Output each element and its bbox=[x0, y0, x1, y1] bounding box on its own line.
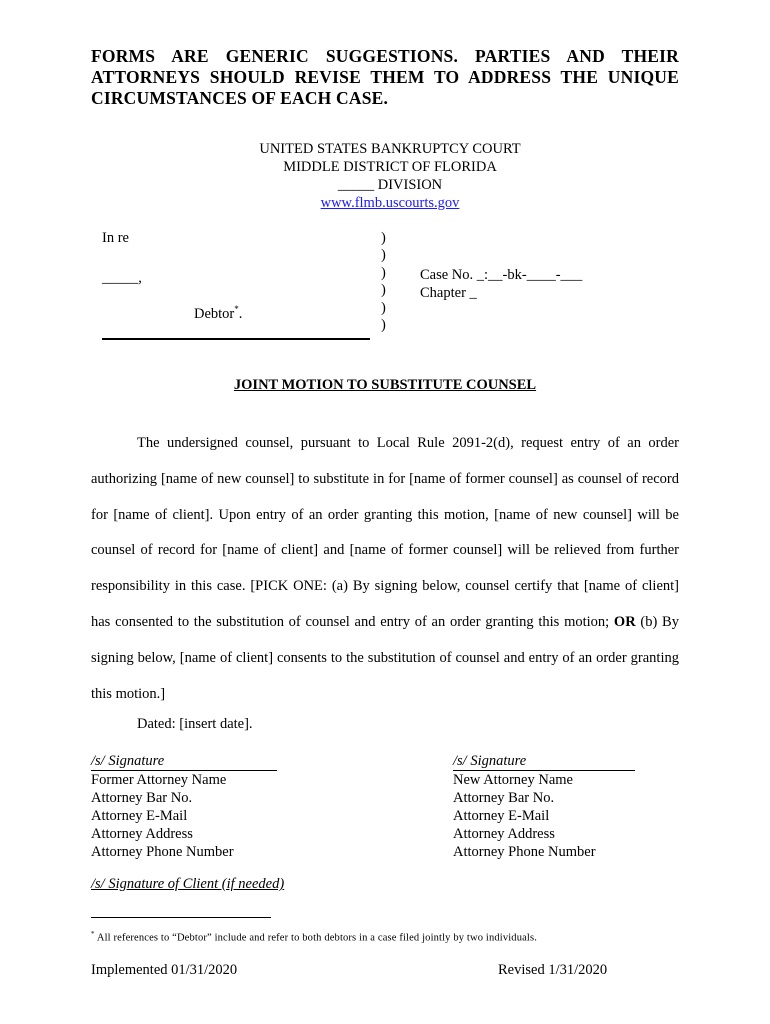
caption-parentheses bbox=[381, 230, 386, 334]
footnote: * All references to “Debtor” include and refer to both debtors in a case filed jointly by two individuals. bbox=[91, 930, 537, 944]
footnote-marker: * bbox=[234, 304, 239, 314]
new-attorney-phone: Attorney Phone Number bbox=[453, 844, 596, 860]
caption-rule bbox=[102, 338, 370, 340]
revised-date: Revised 1/31/2020 bbox=[498, 962, 608, 978]
paren: ) bbox=[381, 230, 386, 246]
former-attorney-phone: Attorney Phone Number bbox=[91, 844, 234, 860]
chapter: Chapter _ bbox=[420, 285, 477, 301]
former-attorney-address: Attorney Address bbox=[91, 826, 193, 842]
new-attorney-name: New Attorney Name bbox=[453, 772, 573, 788]
generic-forms-banner: FORMS ARE GENERIC SUGGESTIONS. PARTIES AND THEIR ATTORNEYS SHOULD REVISE THEM TO ADDRESS THE UNIQUE CIRCUMSTANCES OF EACH CASE. bbox=[91, 46, 679, 108]
former-attorney-signature: /s/ Signature bbox=[91, 752, 277, 771]
paren: ) bbox=[381, 247, 386, 264]
client-signature: /s/ Signature of Client (if needed) bbox=[91, 876, 285, 892]
debtor-label: Debtor*. bbox=[194, 304, 243, 322]
court-website-link[interactable]: www.flmb.uscourts.gov bbox=[320, 195, 460, 211]
motion-body: The undersigned counsel, pursuant to Local Rule 2091-2(d), request entry of an order authorizing [name of new counsel] to substitute in for [name of former counsel] as counsel of record for [name of client]. Upon entry of an order granting this motion, [name of new counsel] will be counsel of record for [name of client] and [name of former counsel] will be relieved from further responsibility in this case. [PICK ONE: (a) By signing below, counsel certify that [name of client] has consented to the substitution of counsel and entry of an order granting this motion; OR (b) By signing below, [name of client] consents to the substitution of counsel and entry of an order granting this motion.] bbox=[91, 435, 679, 702]
court-name: UNITED STATES BANKRUPTCY COURT bbox=[259, 141, 521, 157]
paren: ) bbox=[381, 282, 386, 299]
motion-title: JOINT MOTION TO SUBSTITUTE COUNSEL bbox=[233, 377, 537, 393]
new-attorney-signature: /s/ Signature bbox=[453, 752, 635, 771]
dated-line: Dated: [insert date]. bbox=[137, 716, 253, 732]
new-attorney-bar: Attorney Bar No. bbox=[453, 790, 555, 806]
case-number: Case No. _:__-bk-____-___ bbox=[420, 267, 583, 283]
footnote-mark: * bbox=[91, 930, 95, 938]
case-info bbox=[420, 266, 582, 302]
new-attorney-email: Attorney E-Mail bbox=[453, 808, 550, 824]
paren: ) bbox=[381, 317, 386, 334]
footnote-rule bbox=[91, 917, 271, 918]
debtor-name-blank: _____, bbox=[102, 270, 142, 286]
new-attorney-address: Attorney Address bbox=[453, 826, 555, 842]
former-attorney-email: Attorney E-Mail bbox=[91, 808, 188, 824]
former-attorney-name: Former Attorney Name bbox=[91, 772, 227, 788]
or-emphasis: OR bbox=[613, 613, 636, 630]
court-district: MIDDLE DISTRICT OF FLORIDA bbox=[283, 159, 497, 175]
paren: ) bbox=[381, 299, 386, 316]
implemented-date: Implemented 01/31/2020 bbox=[91, 962, 238, 978]
new-attorney-signature-block bbox=[453, 752, 635, 861]
court-header bbox=[190, 140, 590, 212]
former-attorney-bar: Attorney Bar No. bbox=[91, 790, 193, 806]
former-attorney-signature-block bbox=[91, 752, 277, 861]
court-division: _____ DIVISION bbox=[337, 177, 443, 193]
in-re-label: In re bbox=[102, 230, 129, 246]
paren: ) bbox=[381, 264, 386, 281]
